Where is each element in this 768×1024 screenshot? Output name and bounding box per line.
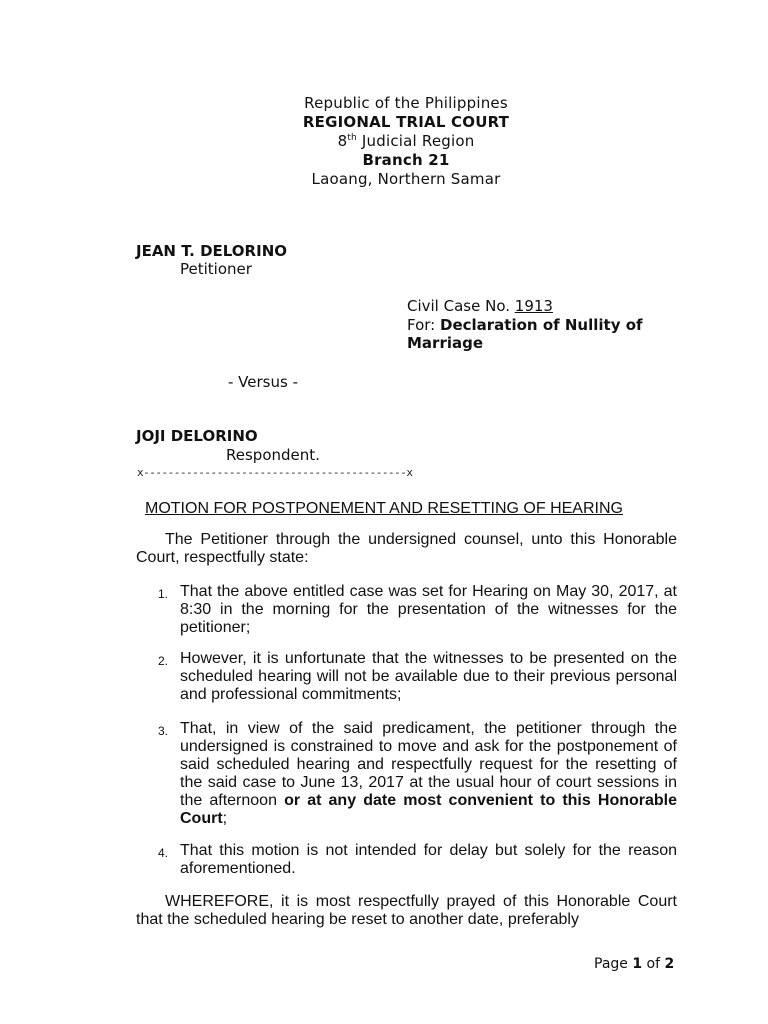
header-region: 8th Judicial Region <box>337 132 475 150</box>
caption-divider: x-------------------------------------------x <box>137 466 413 479</box>
respondent-role: Respondent. <box>226 446 320 464</box>
petitioner-name: JEAN T. DELORINO <box>136 242 287 260</box>
case-number-line: Civil Case No. 1913 <box>407 297 553 315</box>
petitioner-role: Petitioner <box>180 260 252 278</box>
case-for-line: For: Declaration of Nullity of <box>407 316 643 334</box>
versus-label: - Versus - <box>228 373 298 391</box>
case-subject: Declaration of Nullity of <box>440 316 643 334</box>
intro-paragraph: The Petitioner through the undersigned counsel, unto this Honorable Court, respectfully state: <box>136 531 677 566</box>
document-page: Republic of the Philippines REGIONAL TRIAL COURT 8th Judicial Region Branch 21 Laoang, Northern Samar JEAN T. DELORINO Petitioner Civil Case No. 1913 For: Declaration of Nullity of Marriage - Versus - JOJI DELORINO Respondent. x-------------------------------------------x MOTION FOR POSTPONEMENT AND RESETTING OF HEARING The Petitioner through the undersigned counsel, unto this Honorable Court, respectfully state: 1. That the above entitled case was set for Hearing on May 30, 2017, at 8:30 in the morning for the presentation of the witnesses for the petitioner; 2. However, it is unfortunate that the witnesses to be presented on the scheduled hearing will not be available due to their previous personal and professional commitments; 3. That, in view of the said predicament, the petitioner through the undersigned is constrained to move and ask for the postponement of said scheduled hearing and respectfully request for the resetting of the said case to June 13, 2017 at the usual hour of court sessions in the afternoon or at any date most convenient to this Honorable Court; 4. That this motion is not intended for delay but solely for the reason aforementioned. WHEREFORE, it is most respectfully prayed of this Honorable Court that the scheduled hearing be reset to another date, preferably Page 1 of 2 <box>0 0 768 1024</box>
page-indicator: Page 1 of 2 <box>594 956 675 972</box>
header-court: REGIONAL TRIAL COURT <box>302 113 510 131</box>
court-header <box>0 94 768 189</box>
header-branch: Branch 21 <box>362 151 450 169</box>
wherefore-paragraph: WHEREFORE, it is most respectfully prayed of this Honorable Court that the scheduled hearing be reset to another date, preferably <box>136 893 677 928</box>
header-republic: Republic of the Philippines <box>304 94 508 112</box>
respondent-name: JOJI DELORINO <box>136 427 258 445</box>
motion-title: MOTION FOR POSTPONEMENT AND RESETTING OF HEARING <box>145 500 623 517</box>
case-subject-cont: Marriage <box>407 334 484 352</box>
header-location: Laoang, Northern Samar <box>311 170 501 188</box>
case-number: 1913 <box>514 297 553 315</box>
